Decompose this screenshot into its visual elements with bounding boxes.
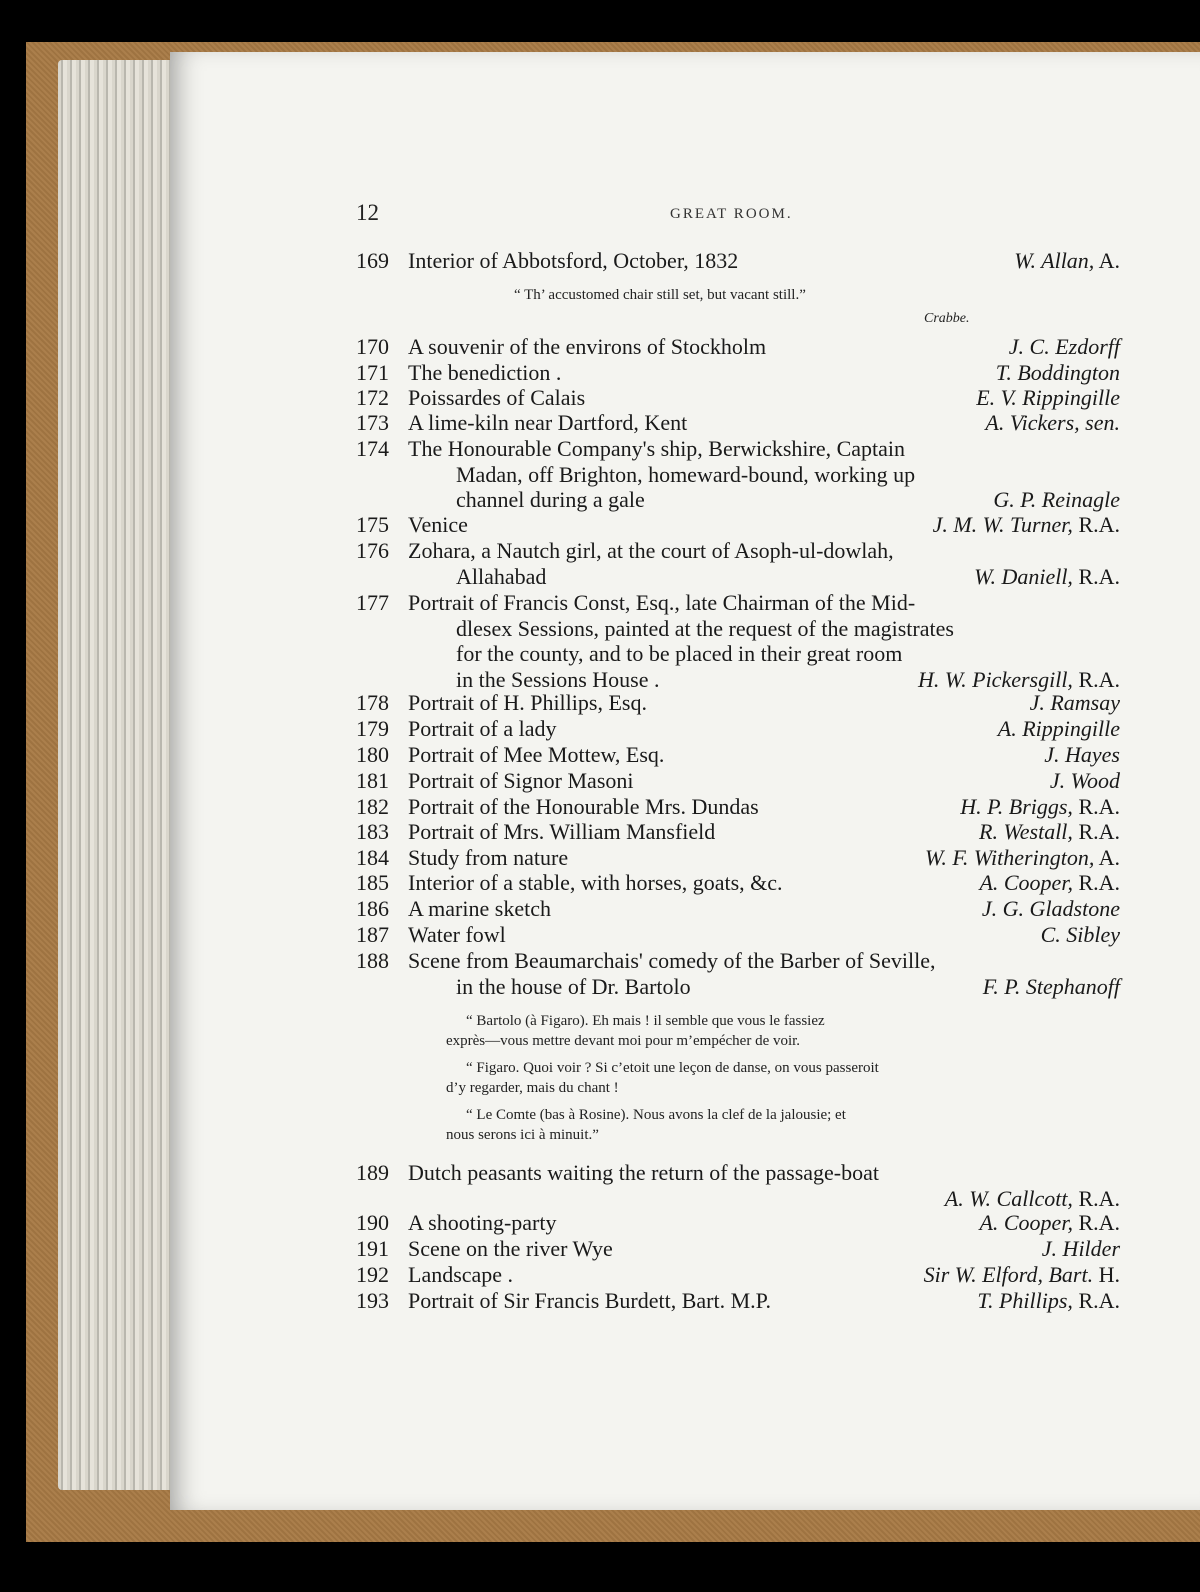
artist-rank: R.A. bbox=[1072, 819, 1120, 844]
artist-name: F. P. Stephanoff bbox=[982, 973, 1120, 999]
entry-artist-line bbox=[356, 410, 1120, 436]
entry-artist-line bbox=[356, 896, 1120, 922]
quote-188-comte-2: nous serons ici à minuit.” bbox=[446, 1127, 599, 1143]
artist-name: H. P. Briggs, bbox=[960, 794, 1073, 819]
artist-rank: R.A. bbox=[1072, 563, 1120, 589]
entry-title: dlesex Sessions, painted at the request of the magistrates bbox=[456, 615, 954, 641]
artist-name: J. Ramsay bbox=[1029, 690, 1120, 715]
entry-artist-line bbox=[356, 742, 1120, 768]
entry-title: A marine sketch bbox=[408, 896, 551, 921]
entry-number: 191 bbox=[356, 1236, 389, 1261]
entry-artist-line bbox=[356, 716, 1120, 742]
entry-artist-line bbox=[356, 870, 1120, 896]
artist-name: W. Allan, bbox=[1014, 248, 1095, 273]
entry-number: 181 bbox=[356, 768, 389, 793]
entry-number: 193 bbox=[356, 1288, 389, 1313]
artist-rank: R.A. bbox=[1072, 794, 1120, 819]
entry-number: 169 bbox=[356, 248, 389, 273]
entry-title: Portrait of Sir Francis Burdett, Bart. M.P. bbox=[408, 1288, 771, 1313]
entry-artist-line bbox=[356, 385, 1120, 411]
artist-name: R. Westall, bbox=[979, 819, 1073, 844]
entry-artist bbox=[924, 1262, 1120, 1288]
artist-name: J. M. W. Turner, bbox=[932, 512, 1073, 537]
entry-artist-line bbox=[356, 1210, 1120, 1236]
quote-188-comte-1: “ Le Comte (bas à Rosine). Nous avons la clef de la jalousie; et bbox=[466, 1107, 846, 1123]
quote-188-bartolo-2: exprès—vous mettre devant moi pour m’empécher de voir. bbox=[446, 1033, 801, 1049]
entry-artist bbox=[983, 974, 1120, 1000]
artist-name: W. Daniell, bbox=[974, 563, 1073, 589]
entry-number: 172 bbox=[356, 385, 389, 410]
entry-artist bbox=[933, 512, 1120, 538]
quote-188-figaro-2: d’y regarder, mais du chant ! bbox=[446, 1080, 619, 1096]
entry-title: in the house of Dr. Bartolo bbox=[456, 973, 691, 999]
catalogue-entry-line bbox=[356, 616, 1120, 642]
entry-artist bbox=[993, 487, 1120, 513]
entry-number: 179 bbox=[356, 716, 389, 741]
entry-title: Interior of a stable, with horses, goats, &c. bbox=[408, 870, 783, 895]
artist-rank: R.A. bbox=[1072, 512, 1120, 537]
entry-artist bbox=[1050, 768, 1120, 794]
entry-artist-line bbox=[356, 248, 1120, 274]
entry-artist-line bbox=[356, 564, 1120, 590]
entry-number: 178 bbox=[356, 690, 389, 715]
quote-169-attribution: Crabbe. bbox=[924, 311, 970, 326]
entry-artist-line bbox=[356, 768, 1120, 794]
entry-artist bbox=[1044, 742, 1120, 768]
entry-title: A shooting-party bbox=[408, 1210, 557, 1235]
entry-number: 176 bbox=[356, 538, 389, 563]
entry-title: Interior of Abbotsford, October, 1832 bbox=[408, 248, 739, 273]
entry-number: 186 bbox=[356, 896, 389, 921]
entry-artist-line bbox=[356, 1262, 1120, 1288]
entry-title: for the county, and to be placed in their great room bbox=[456, 641, 903, 667]
entry-artist bbox=[982, 896, 1120, 922]
entry-number: 183 bbox=[356, 819, 389, 844]
entry-title: Allahabad bbox=[456, 563, 547, 589]
entry-title: Portrait of Francis Const, Esq., late Chairman of the Mid- bbox=[408, 590, 916, 615]
entry-artist bbox=[976, 385, 1120, 411]
entry-title: channel during a gale bbox=[456, 487, 645, 513]
entry-title: Landscape . bbox=[408, 1262, 514, 1287]
entry-artist-line bbox=[356, 360, 1120, 386]
entry-artist bbox=[979, 1210, 1120, 1236]
artist-name: E. V. Rippingille bbox=[976, 385, 1120, 410]
page-number: 12 bbox=[356, 200, 379, 225]
entry-title: Dutch peasants waiting the return of the passage-boat bbox=[408, 1160, 880, 1185]
entry-artist bbox=[1014, 248, 1120, 274]
artist-rank: R.A. bbox=[1072, 666, 1120, 692]
entry-title: Poissardes of Calais bbox=[408, 385, 586, 410]
entry-artist bbox=[985, 410, 1120, 436]
entry-number: 177 bbox=[356, 590, 389, 615]
entry-artist-line bbox=[356, 1186, 1120, 1212]
entry-title: The Honourable Company's ship, Berwickshire, Captain bbox=[408, 436, 906, 461]
entry-title: Water fowl bbox=[408, 922, 506, 947]
entry-artist-line bbox=[356, 1236, 1120, 1262]
entry-number: 174 bbox=[356, 436, 389, 461]
artist-rank: H. bbox=[1093, 1262, 1120, 1287]
entry-title: Portrait of a lady bbox=[408, 716, 557, 741]
quote-188-figaro-1: “ Figaro. Quoi voir ? Si c’etoit une leçon de danse, on vous passeroit bbox=[466, 1060, 879, 1076]
entry-artist-line bbox=[356, 487, 1120, 513]
entry-number: 184 bbox=[356, 845, 389, 870]
entry-title: Scene from Beaumarchais' comedy of the Barber of Seville, bbox=[408, 948, 936, 973]
artist-rank: R.A. bbox=[1072, 870, 1120, 895]
entry-number: 192 bbox=[356, 1262, 389, 1287]
entry-artist bbox=[979, 870, 1120, 896]
entry-number: 188 bbox=[356, 948, 389, 973]
entry-artist bbox=[996, 360, 1120, 386]
artist-name: A. W. Callcott, bbox=[944, 1185, 1073, 1211]
entry-title: Scene on the river Wye bbox=[408, 1236, 613, 1261]
entry-artist-line bbox=[356, 794, 1120, 820]
entry-title: A souvenir of the environs of Stockholm bbox=[408, 334, 767, 359]
artist-name: A. Vickers, sen. bbox=[985, 410, 1120, 435]
entry-artist-line bbox=[356, 334, 1120, 360]
entry-artist bbox=[977, 1288, 1120, 1314]
entry-artist-line bbox=[356, 667, 1120, 693]
artist-name: W. F. Witherington, bbox=[925, 845, 1095, 870]
entry-number: 185 bbox=[356, 870, 389, 895]
entry-number: 175 bbox=[356, 512, 389, 537]
catalogue-entry-line bbox=[356, 436, 1120, 462]
entry-artist-line bbox=[356, 1288, 1120, 1314]
entry-artist-line bbox=[356, 690, 1120, 716]
entry-artist bbox=[925, 845, 1120, 871]
artist-name: J. C. Ezdorff bbox=[1008, 334, 1120, 359]
entry-number: 170 bbox=[356, 334, 389, 359]
quote-188-bartolo-1: “ Bartolo (à Figaro). Eh mais ! il semble que vous le fassiez bbox=[466, 1013, 825, 1029]
entry-artist-line bbox=[356, 845, 1120, 871]
catalogue-entry-line bbox=[356, 641, 1120, 667]
entry-title: Madan, off Brighton, homeward-bound, working up bbox=[456, 461, 916, 487]
artist-name: A. Rippingille bbox=[997, 716, 1120, 741]
artist-name: T. Boddington bbox=[995, 360, 1120, 385]
entry-title: in the Sessions House . bbox=[456, 666, 660, 692]
entry-title: Venice bbox=[408, 512, 468, 537]
entry-artist-line bbox=[356, 819, 1120, 845]
entry-number: 180 bbox=[356, 742, 389, 767]
artist-rank: A. bbox=[1094, 248, 1120, 273]
artist-name: J. Hilder bbox=[1041, 1236, 1120, 1261]
entry-artist-line bbox=[356, 922, 1120, 948]
artist-rank: R.A. bbox=[1072, 1210, 1120, 1235]
artist-rank: R.A. bbox=[1072, 1185, 1120, 1211]
entry-artist-line bbox=[356, 974, 1120, 1000]
entry-artist-line bbox=[356, 512, 1120, 538]
artist-rank: A. bbox=[1094, 845, 1120, 870]
catalogue-entry-line bbox=[356, 1160, 1120, 1186]
artist-name: J. G. Gladstone bbox=[981, 896, 1120, 921]
entry-artist bbox=[1041, 922, 1120, 948]
catalogue-entry-line bbox=[356, 948, 1120, 974]
entry-title: Portrait of Mee Mottew, Esq. bbox=[408, 742, 665, 767]
entry-artist bbox=[918, 667, 1120, 693]
entry-title: Zohara, a Nautch girl, at the court of Asoph-ul-dowlah, bbox=[408, 538, 894, 563]
entry-artist bbox=[960, 794, 1120, 820]
entry-artist bbox=[974, 564, 1120, 590]
entry-number: 171 bbox=[356, 360, 389, 385]
entry-title: Portrait of H. Phillips, Esq. bbox=[408, 690, 647, 715]
artist-name: C. Sibley bbox=[1040, 922, 1120, 947]
entry-artist bbox=[979, 819, 1120, 845]
entry-number: 182 bbox=[356, 794, 389, 819]
entry-title: Study from nature bbox=[408, 845, 569, 870]
quote-169: “ Th’ accustomed chair still set, but vacant still.” bbox=[514, 287, 806, 303]
artist-name: Sir W. Elford, Bart. bbox=[923, 1262, 1094, 1287]
entry-artist bbox=[945, 1186, 1120, 1212]
entry-number: 187 bbox=[356, 922, 389, 947]
artist-name: A. Cooper, bbox=[979, 870, 1073, 895]
entry-number: 189 bbox=[356, 1160, 389, 1185]
entry-title: Portrait of Signor Masoni bbox=[408, 768, 634, 793]
artist-name: J. Hayes bbox=[1044, 742, 1120, 767]
entry-artist bbox=[998, 716, 1120, 742]
entry-title: Portrait of the Honourable Mrs. Dundas bbox=[408, 794, 759, 819]
artist-name: H. W. Pickersgill, bbox=[917, 666, 1073, 692]
entry-artist bbox=[1042, 1236, 1120, 1262]
entry-number: 173 bbox=[356, 410, 389, 435]
artist-name: T. Phillips, bbox=[977, 1288, 1073, 1313]
entry-artist bbox=[1030, 690, 1120, 716]
entry-number: 190 bbox=[356, 1210, 389, 1235]
artist-name: A. Cooper, bbox=[979, 1210, 1073, 1235]
running-head: GREAT ROOM. bbox=[670, 206, 793, 222]
catalogue-entry-line bbox=[356, 590, 1120, 616]
artist-rank: R.A. bbox=[1072, 1288, 1120, 1313]
entry-title: The benediction . bbox=[408, 360, 562, 385]
entry-title: A lime-kiln near Dartford, Kent bbox=[408, 410, 688, 435]
catalogue-entry-line bbox=[356, 538, 1120, 564]
entry-artist bbox=[1009, 334, 1120, 360]
catalogue-entry-line bbox=[356, 462, 1120, 488]
artist-name: G. P. Reinagle bbox=[993, 487, 1120, 513]
artist-name: J. Wood bbox=[1049, 768, 1120, 793]
entry-title: Portrait of Mrs. William Mansfield bbox=[408, 819, 716, 844]
